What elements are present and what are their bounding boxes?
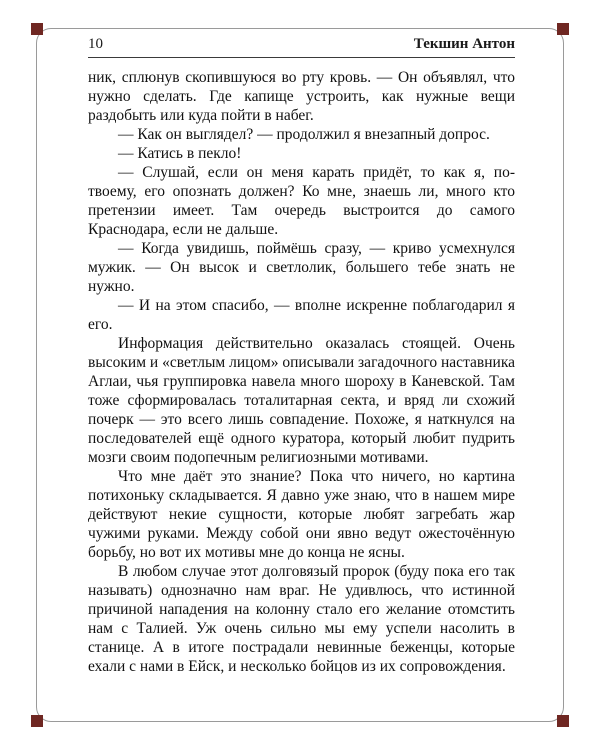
paragraph: В любом случае этот долговязый пророк (буду пока его так называть) однозначно нам враг. Не удивлюсь, что истинной причиной нападения на колонну стало его желание отомстить нам с Талией. Уж очень сильно мы ему успели насолить в станице. А в итоге пострадали невинные беженцы, которые ехали с нами в Ейск, и несколько бойцов из их сопровождения. <box>88 563 515 675</box>
author-header: Текшин Антон <box>413 36 515 52</box>
corner-marker-bottom-right <box>557 715 569 727</box>
corner-marker-bottom-left <box>31 715 43 727</box>
paragraph: — И на этом спасибо, — вполне искренне поблагодарил я его. <box>88 297 515 333</box>
paragraph: Информация действительно оказалась стоящей. Очень высоким и «светлым лицом» описывали загадочного наставника Аглаи, чья группировка навела много шороху в Каневской. Там тоже сформировалась тоталитарная секта, и вряд ли схожий почерк — это всего лишь совпадение. Похоже, я наткнулся на последователей ещё одного куратора, который любит пудрить мозги своим подопечным религиозными мотивами. <box>88 335 515 466</box>
paragraph: — Когда увидишь, поймёшь сразу, — криво усмехнулся мужик. — Он высок и светлолик, большего тебе знать не нужно. <box>88 240 515 295</box>
paragraph: ник, сплюнув скопившуюся во рту кровь. — Он объявлял, что нужно сделать. Где капище устроить, как нужные вещи раздобыть или куда пойти в набег. <box>88 69 515 124</box>
header-rule <box>88 57 515 58</box>
paragraph: — Слушай, если он меня карать придёт, то как я, по-твоему, его опознать должен? Ко мне, знаешь ли, много кто претензии имеет. Там очередь выстроится до самого Краснодара, если не дальше. <box>88 164 515 238</box>
paragraph: — Катись в пекло! <box>118 145 242 162</box>
corner-marker-top-left <box>31 23 43 35</box>
corner-marker-top-right <box>557 23 569 35</box>
page-header <box>88 36 515 53</box>
page-content <box>88 36 515 676</box>
body-text <box>88 68 515 676</box>
page-number: 10 <box>88 36 103 52</box>
paragraph: Что мне даёт это знание? Пока что ничего, но картина потихоньку складывается. Я давно уже знаю, что в нашем мире действуют некие сущности, которые любят загребать жар чужими руками. Между собой они явно ведут ожесточённую борьбу, но вот их мотивы мне до конца не ясны. <box>88 468 515 561</box>
paragraph: — Как он выглядел? — продолжил я внезапный допрос. <box>118 126 490 143</box>
